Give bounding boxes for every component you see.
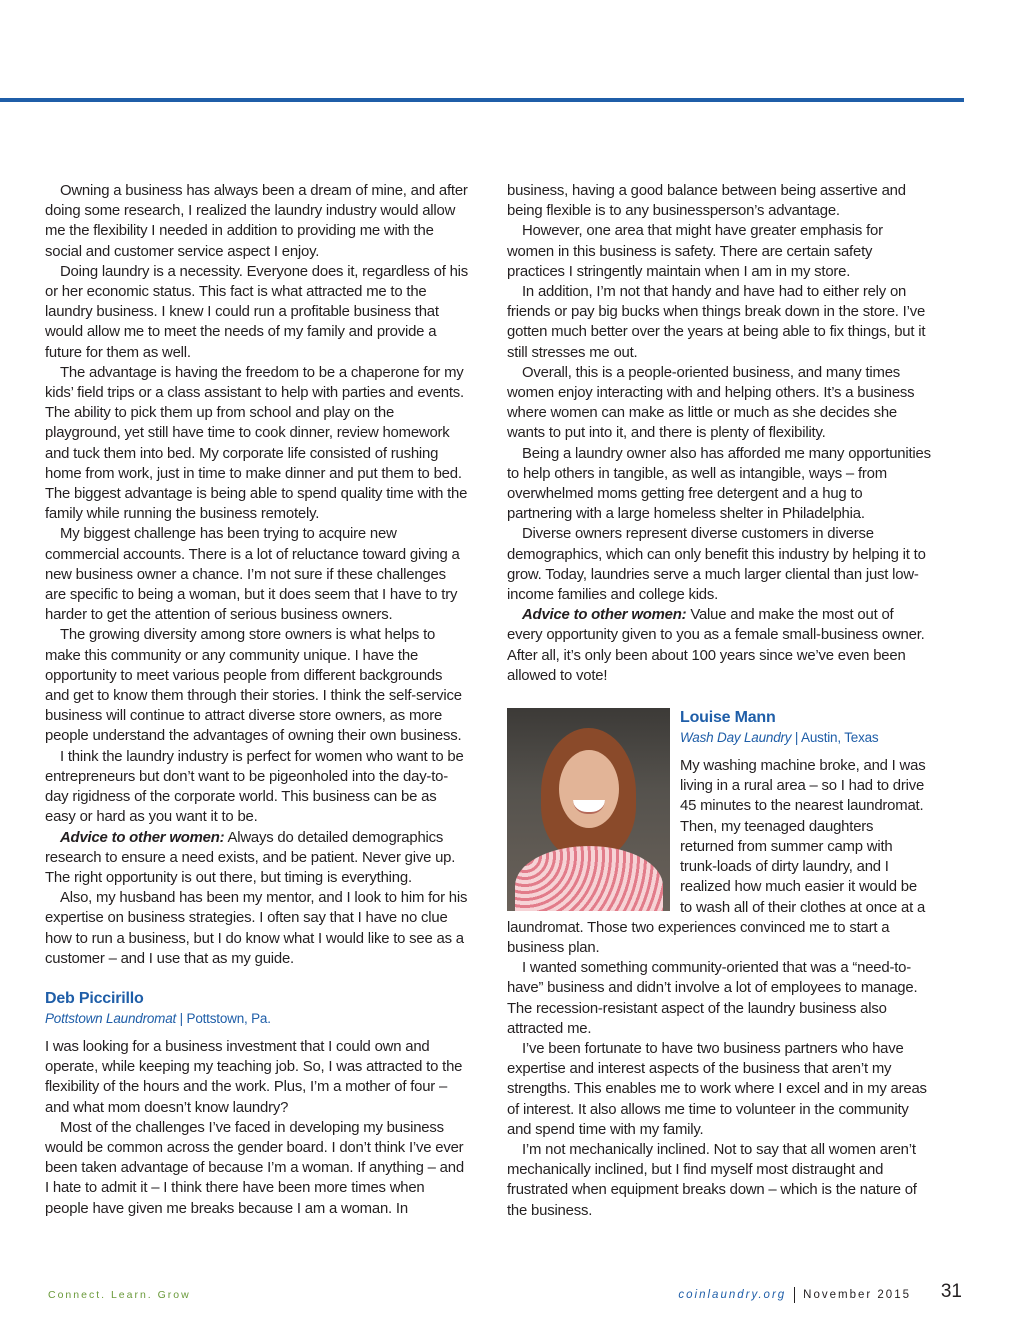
paragraph: I wanted something community-oriented that was a “need-to-have” business and didn’t involve a lot of employees to manage. The recession-resistant aspect of the laundry business also attracted me. <box>507 960 918 1037</box>
profile-louise-mann <box>507 708 931 1221</box>
paragraph: Most of the challenges I’ve faced in developing my business would be common across the gender board. I don’t think I’ve ever been taken advantage of because I’m a woman. If anything – and I hate to admit it – I think there have been more times when people have given me breaks because I am a woman. In <box>45 1119 464 1217</box>
paragraph: I was looking for a business investment that I could own and operate, while keeping my teaching job. So, I was attracted to the flexibility of the hours and the work. Plus, I’m a mother of four – and what mom doesn’t know laundry? <box>45 1038 463 1116</box>
footer-divider <box>794 1287 795 1303</box>
paragraph: Owning a business has always been a dream of mine, and after doing some research, I realized the laundry industry would allow me the flexibility I needed in addition to providing me with the social and customer service aspect I enjoy. <box>45 183 468 260</box>
profile-name: Louise Mann <box>680 709 776 727</box>
left-column <box>45 181 469 1219</box>
advice-paragraph <box>507 605 931 686</box>
profile-photo <box>507 708 670 911</box>
footer-info <box>678 1287 911 1303</box>
business-location: Austin, Texas <box>801 730 879 746</box>
advice-paragraph <box>45 828 469 889</box>
profile-business-line <box>45 1009 469 1029</box>
business-name: Wash Day Laundry <box>680 730 792 746</box>
advice-text: Always do detailed demographics research to ensure a need exists, and be patient. Never give up. The right opportunity is out there, but timing is everything. <box>45 829 456 886</box>
paragraph: I think the laundry industry is perfect for women who want to be entrepreneurs but don’t want to be pigeonholed into the day-to-day rigidness of the corporate world. This business can be as easy or hard as you want it to be. <box>45 748 464 826</box>
paragraph: However, one area that might have greater emphasis for women in this business is safety. There are certain safety practices I stringently maintain when I am in my store. <box>507 223 883 280</box>
paragraph: I’m not mechanically inclined. Not to say that all women aren’t mechanically inclined, but I find myself most distraught and frustrated when equipment breaks down – which is the nature of the business. <box>507 1141 917 1219</box>
paragraph: The growing diversity among store owners is what helps to make this community or any community unique. I have the opportunity to meet various people from different backgrounds and get to know them through their stories. I think the self-service business will continue to attract diverse store owners, as more people understand the advantages of owning their own business. <box>45 627 462 745</box>
business-name: Pottstown Laundromat <box>45 1010 177 1026</box>
paragraph: Doing laundry is a necessity. Everyone does it, regardless of his or her economic status. This fact is what attracted me to the laundry business. I knew I could run a profitable business that would allow me to meet the needs of my family and provide a future for them as well. <box>45 263 469 361</box>
profile-name: Deb Piccirillo <box>45 989 144 1007</box>
header-rule <box>0 98 964 102</box>
paragraph: My washing machine broke, and I was living in a rural area – so I had to drive 45 minutes to the nearest laundromat. Then, my teenaged daughters returned from summer camp with trunk-loads of dirty laundry, and I realized how much easier it would be to wash all of their clothes at once at a laundromat. Those two experiences convinced me to start a business plan. <box>507 758 926 956</box>
paragraph: Also, my husband has been my mentor, and I look to him for his expertise on business strategies. I often say that I have no clue how to run a business, but I do know what I would like to see as a customer – and I use that as my guide. <box>45 890 468 967</box>
business-location: Pottstown, Pa. <box>186 1010 271 1026</box>
footer-website[interactable]: coinlaundry.org <box>678 1289 787 1301</box>
advice-label: Advice to other women: <box>522 607 687 624</box>
paragraph: In addition, I’m not that handy and have had to either rely on friends or pay big bucks when things break down in the store. I’ve gotten much better over the years at being able to fix things, but it still stresses me out. <box>507 284 926 361</box>
paragraph: Overall, this is a people-oriented business, and many times women enjoy interacting with and helping others. It’s a business where women can make as little or much as she decides she wants to put into it, and there is plenty of flexibility. <box>507 364 915 442</box>
separator: | <box>791 730 802 746</box>
paragraph: The advantage is having the freedom to be a chaperone for my kids’ field trips or a class assistant to help with parties and events. The ability to pick them up from school and play on the playground, yet still have time to cook dinner, review homework and tuck them into bed. My corporate life consisted of rushing home from work, just in time to make dinner and put them to bed. The biggest advantage is being able to spend quality time with the family while running the business remotely. <box>45 364 468 523</box>
paragraph: Diverse owners represent diverse customers in diverse demographics, which can only benefit this industry by helping it to grow. Today, laundries serve a much larger cliental than just low-income families and college kids. <box>507 526 926 604</box>
right-column <box>507 181 931 1221</box>
profile-deb-piccirillo <box>45 989 469 1219</box>
separator: | <box>176 1010 187 1026</box>
paragraph: I’ve been fortunate to have two business partners who have expertise and interest aspects of the business that aren’t my strengths. This enables me to work where I excel and in my areas of interest. It also allows me time to volunteer in the community and spend time with my family. <box>507 1040 927 1138</box>
paragraph: business, having a good balance between being assertive and being flexible is to any businessperson’s advantage. <box>507 183 906 220</box>
paragraph: My biggest challenge has been trying to acquire new commercial accounts. There is a lot of reluctance toward giving a new business owner a chance. I’m not sure if these challenges are specific to being a woman, but it does seem that I have to try harder to get the attention of serious business owners. <box>45 526 460 624</box>
paragraph: Being a laundry owner also has afforded me many opportunities to help others in tangible, as well as intangible, ways – from overwhelmed moms getting free detergent and a hug to partnering with a large homeless shelter in Philadelphia. <box>507 445 931 523</box>
footer-issue: November 2015 <box>803 1289 911 1301</box>
footer-tagline: Connect. Learn. Grow <box>48 1289 191 1301</box>
advice-text: Value and make the most out of every opportunity given to you as a female small-business owner. After all, it’s only been about 100 years since we’ve even been allowed to vote! <box>507 607 925 684</box>
advice-label: Advice to other women: <box>60 829 225 846</box>
page-number: 31 <box>940 1281 962 1302</box>
